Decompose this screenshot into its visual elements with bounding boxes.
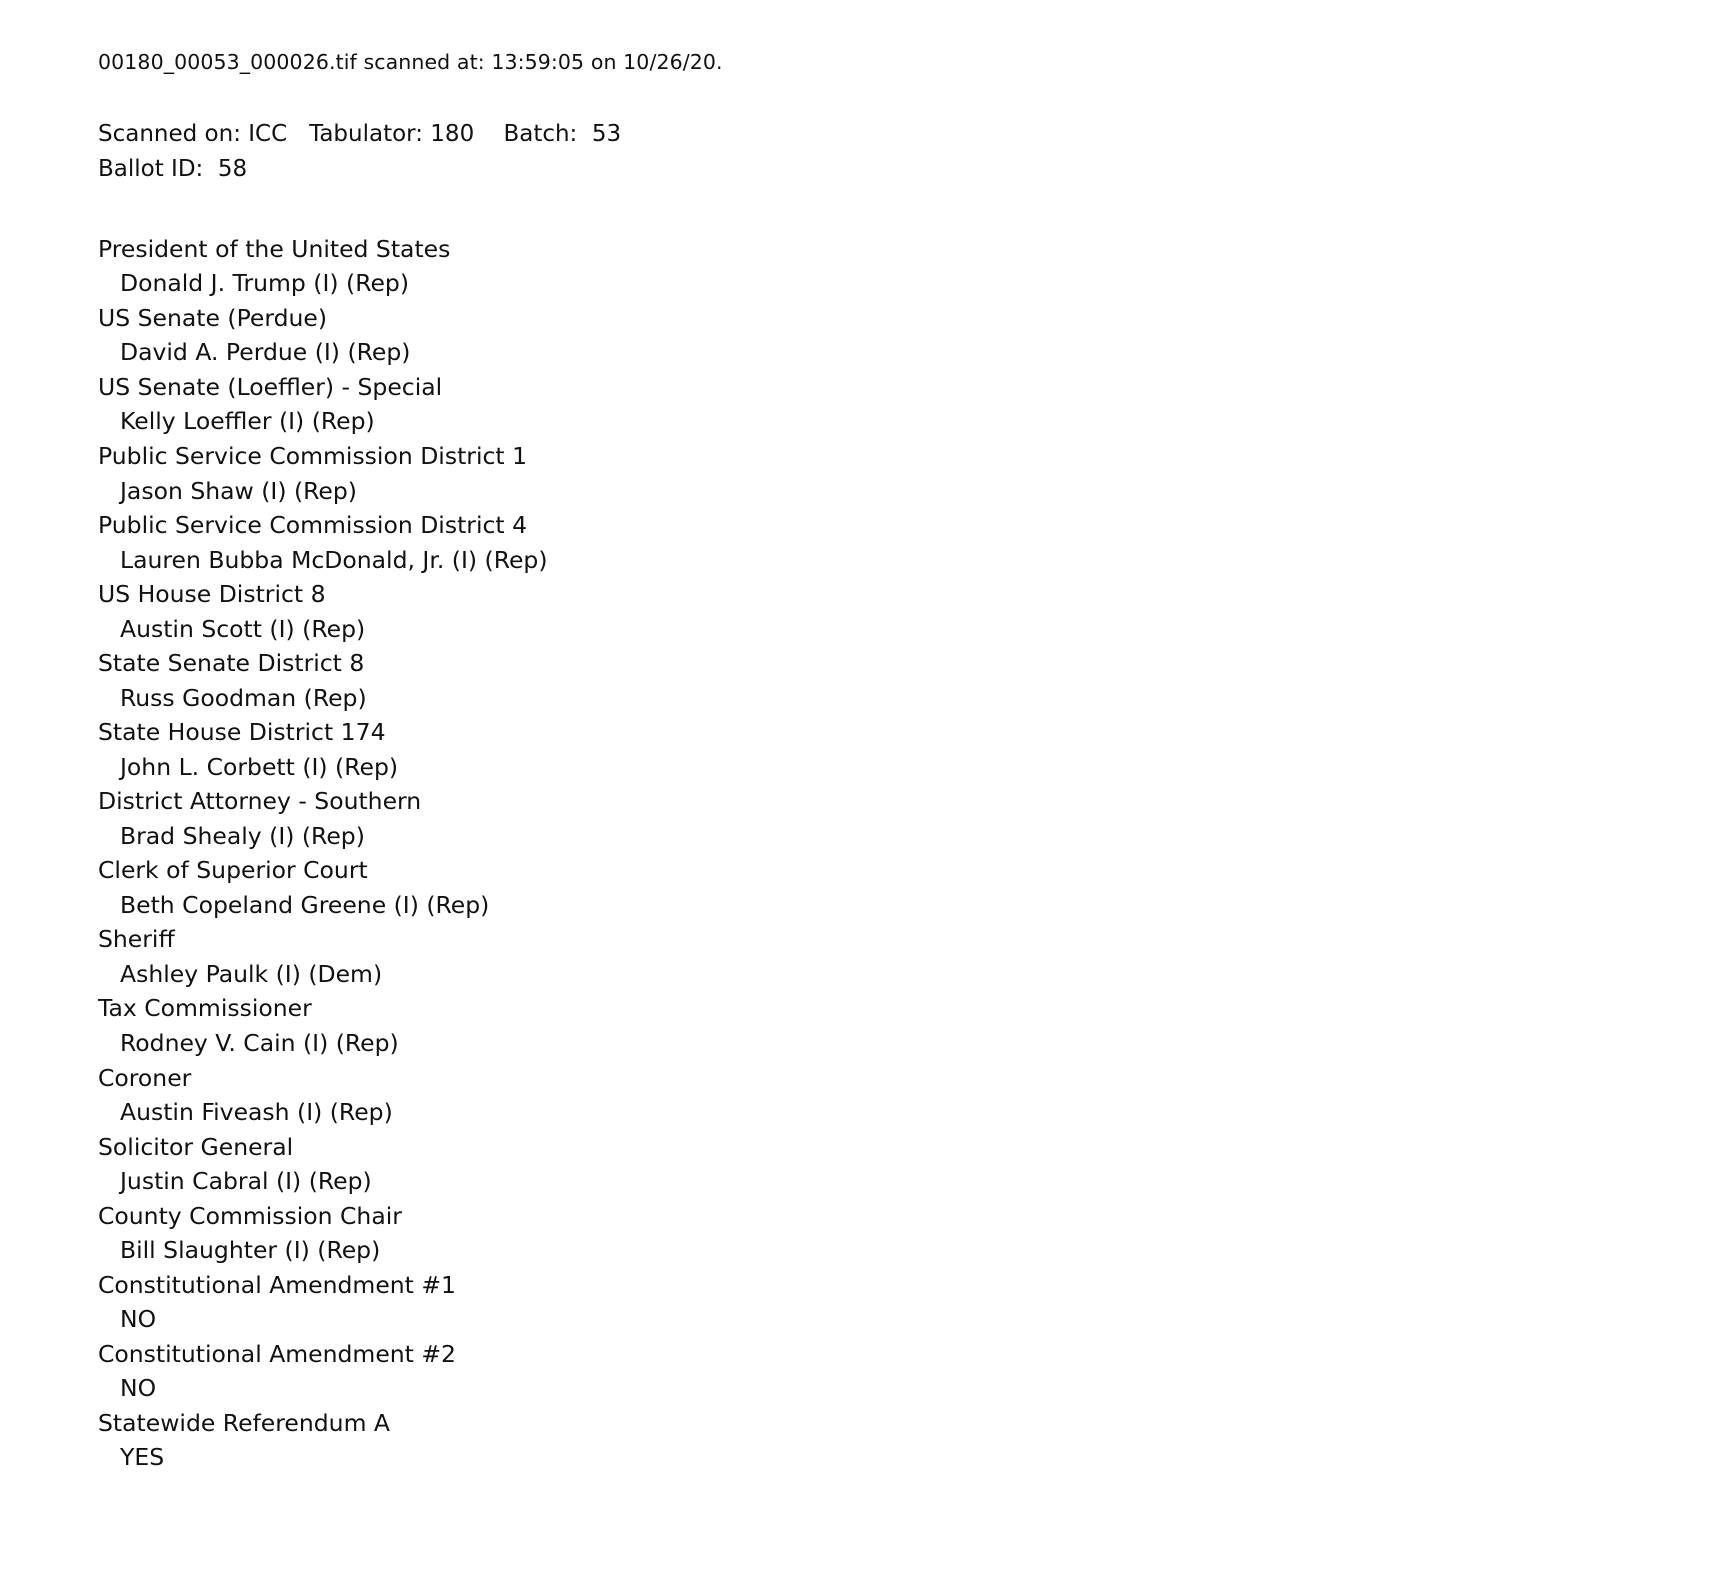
contest-title: Constitutional Amendment #2 bbox=[98, 1339, 456, 1368]
contest-choice: Lauren Bubba McDonald, Jr. (I) (Rep) bbox=[120, 545, 548, 574]
contest-choice: Brad Shealy (I) (Rep) bbox=[120, 821, 365, 850]
ballot-id-line: Ballot ID: 58 bbox=[98, 156, 248, 183]
contest-choice: Rodney V. Cain (I) (Rep) bbox=[120, 1029, 399, 1057]
contest-choice: Beth Copeland Greene (I) (Rep) bbox=[120, 890, 490, 919]
contest-title: Statewide Referendum A bbox=[98, 1408, 391, 1437]
contest-title: County Commission Chair bbox=[98, 1201, 402, 1230]
contest-title: US House District 8 bbox=[98, 580, 326, 609]
contest-title: Clerk of Superior Court bbox=[98, 856, 368, 885]
contest-choice: Donald J. Trump (I) (Rep) bbox=[120, 269, 410, 298]
contest-list bbox=[98, 232, 1710, 1475]
contest-title: Public Service Commission District 1 bbox=[98, 441, 528, 470]
contest-choice: Bill Slaughter (I) (Rep) bbox=[120, 1236, 381, 1265]
contest-title: State Senate District 8 bbox=[98, 649, 365, 678]
contest-choice: Kelly Loeffler (I) (Rep) bbox=[120, 407, 375, 436]
contest-title: President of the United States bbox=[98, 234, 451, 263]
contest-title: Coroner bbox=[98, 1063, 192, 1092]
contest-title: US Senate (Loeffler) - Special bbox=[98, 372, 443, 401]
scanner-info-line: Scanned on: ICC Tabulator: 180 Batch: 53 bbox=[98, 120, 622, 147]
contest-title: Public Service Commission District 4 bbox=[98, 511, 528, 540]
contest-choice: Austin Scott (I) (Rep) bbox=[120, 614, 366, 643]
contest-choice: David A. Perdue (I) (Rep) bbox=[120, 338, 411, 367]
contest-choice: NO bbox=[120, 1305, 157, 1334]
scan-header-line: 00180_00053_000026.tif scanned at: 13:59:05 on 10/26/20. bbox=[98, 50, 723, 74]
contest-title: Solicitor General bbox=[98, 1132, 294, 1161]
contest-choice: Jason Shaw (I) (Rep) bbox=[120, 476, 357, 505]
contest-title: US Senate (Perdue) bbox=[98, 303, 328, 332]
ballot-metadata bbox=[98, 117, 1710, 188]
contest-title: State House District 174 bbox=[98, 718, 386, 747]
contest-choice: Russ Goodman (Rep) bbox=[120, 683, 367, 712]
contest-choice: Ashley Paulk (I) (Dem) bbox=[120, 959, 383, 988]
contest-title: Tax Commissioner bbox=[98, 994, 312, 1023]
contest-choice: Justin Cabral (I) (Rep) bbox=[120, 1167, 372, 1196]
contest-choice: YES bbox=[120, 1443, 165, 1472]
contest-choice: Austin Fiveash (I) (Rep) bbox=[120, 1098, 393, 1127]
contest-choice: NO bbox=[120, 1374, 157, 1403]
contest-title: Constitutional Amendment #1 bbox=[98, 1270, 456, 1299]
contest-title: Sheriff bbox=[98, 925, 175, 954]
contest-choice: John L. Corbett (I) (Rep) bbox=[120, 752, 399, 781]
contest-title: District Attorney - Southern bbox=[98, 787, 422, 816]
